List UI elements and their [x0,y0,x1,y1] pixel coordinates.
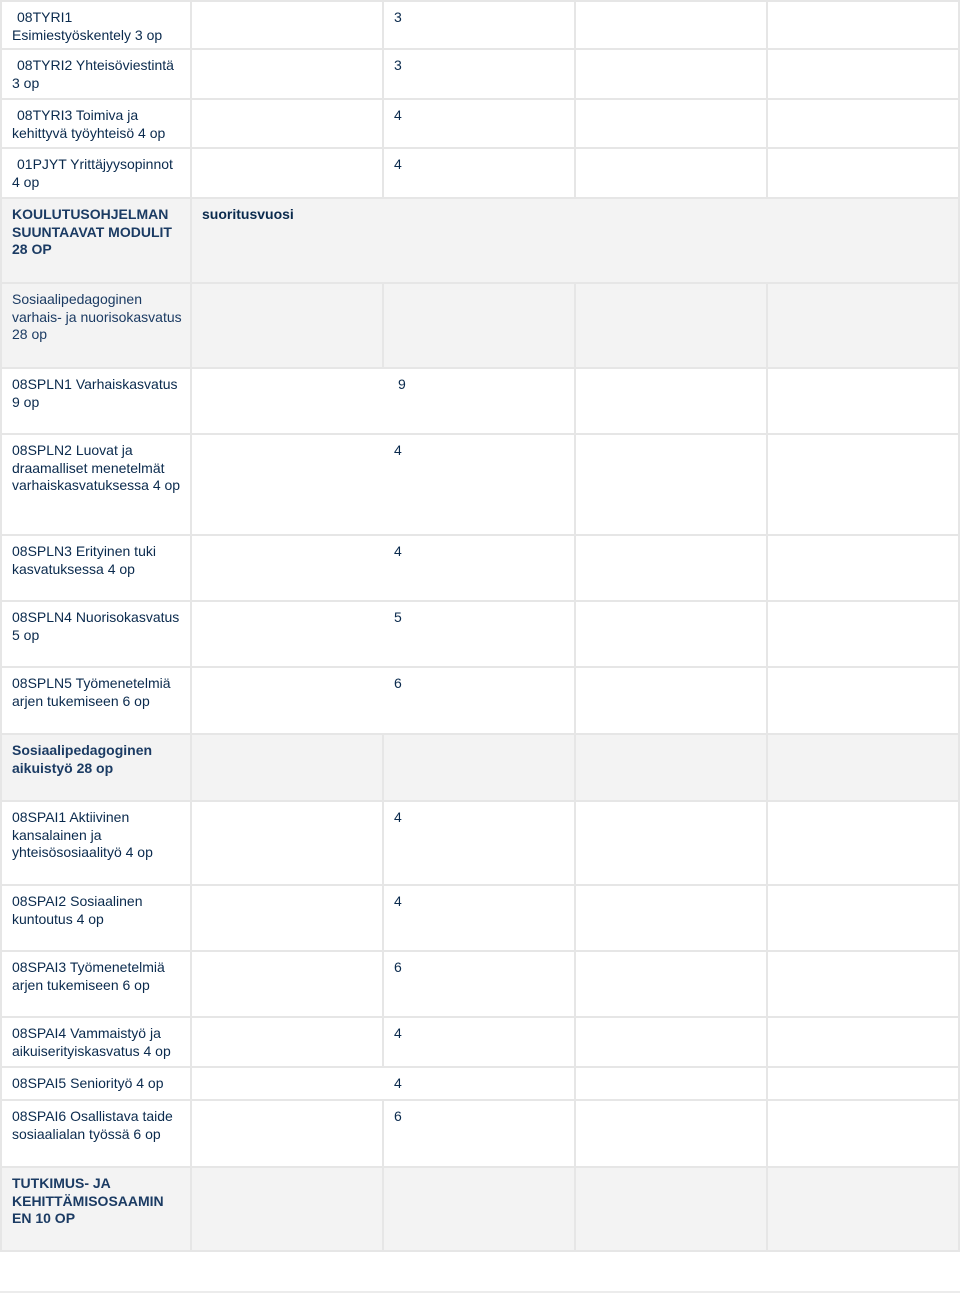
table-row [0,1068,960,1101]
section-header-row [0,199,960,284]
table-row [0,0,960,50]
empty-cell [192,886,384,952]
credits: 4 [384,435,576,536]
course-name: 08SPAI3 Työmenetelmiä arjen tukemiseen 6 op [0,952,192,1018]
course-name: 08SPAI5 Seniorityö 4 op [0,1068,192,1101]
section-title: KOULUTUSOHJELMAN SUUNTAAVAT MODULIT 28 OP [0,199,192,284]
section-title: Sosiaalipedagoginen aikuistyö 28 op [0,735,192,802]
table-row [0,886,960,952]
empty-cell [192,1101,384,1168]
table-row [0,668,960,735]
course-name: 01PJYT Yrittäjyysopinnot 4 op [0,149,192,199]
table-row [0,369,960,435]
course-name: 08SPLN5 Työmenetelmiä arjen tukemiseen 6 op [0,668,192,735]
credits: 4 [384,1018,576,1068]
table-row [0,1018,960,1068]
empty-cell [192,1168,384,1252]
credits: 4 [384,149,576,199]
empty-cell [576,50,768,100]
table-row [0,802,960,886]
empty-cell [192,602,384,668]
table-row [0,50,960,100]
empty-cell [768,886,960,952]
table-row [0,952,960,1018]
empty-cell [192,1068,384,1101]
empty-cell [384,735,576,802]
empty-cell [192,952,384,1018]
empty-cell [192,50,384,100]
empty-cell [576,536,768,602]
credits: 3 [384,0,576,50]
empty-cell [192,100,384,149]
empty-cell [768,0,960,50]
empty-cell [768,284,960,369]
empty-cell [576,886,768,952]
empty-cell [384,284,576,369]
course-name: 08SPLN1 Varhaiskasvatus 9 op [0,369,192,435]
course-name: 08TYRI3 Toimiva ja kehittyvä työyhteisö 4 op [0,100,192,149]
credits: 5 [384,602,576,668]
table-row [0,149,960,199]
course-name: 08SPLN3 Erityinen tuki kasvatuksessa 4 op [0,536,192,602]
credits: 6 [384,1101,576,1168]
empty-cell [192,435,384,536]
empty-cell [192,0,384,50]
empty-cell [768,1068,960,1101]
empty-cell [576,369,768,435]
empty-cell [192,369,384,435]
credits: 4 [384,1068,576,1101]
empty-cell [768,1018,960,1068]
empty-cell [576,802,768,886]
empty-cell [768,602,960,668]
empty-cell [576,735,768,802]
empty-cell [192,536,384,602]
empty-cell [576,1068,768,1101]
credits: 4 [384,536,576,602]
credits: 9 [384,369,576,435]
empty-cell [576,284,768,369]
empty-cell [384,1168,576,1252]
section-header-row [0,735,960,802]
course-name: 08TYRI2 Yhteisöviestintä 3 op [0,50,192,100]
section-header-row [0,284,960,369]
empty-cell [768,802,960,886]
empty-cell [576,0,768,50]
empty-cell [192,802,384,886]
table-row [0,536,960,602]
credits: 4 [384,100,576,149]
empty-cell [576,100,768,149]
table-row [0,100,960,149]
empty-cell [768,369,960,435]
course-name: 08SPLN2 Luovat ja draamalliset menetelmät varhaiskasvatuksessa 4 op [0,435,192,536]
table-row [0,435,960,536]
empty-cell [768,149,960,199]
section-title: TUTKIMUS- JA KEHITTÄMISOSAAMIN EN 10 OP [0,1168,192,1252]
course-name: 08TYRI1 Esimiestyöskentely 3 op [0,0,192,50]
course-name: 08SPAI1 Aktiivinen kansalainen ja yhteisösosiaalityö 4 op [0,802,192,886]
empty-cell [576,602,768,668]
column-label-suoritusvuosi: suoritusvuosi [192,199,960,284]
empty-cell [576,149,768,199]
empty-cell [192,284,384,369]
section-title: Sosiaalipedagoginen varhais- ja nuorisokasvatus 28 op [0,284,192,369]
course-name: 08SPAI6 Osallistava taide sosiaalialan työssä 6 op [0,1101,192,1168]
empty-cell [768,1101,960,1168]
empty-cell [192,735,384,802]
empty-cell [768,50,960,100]
empty-cell [576,1101,768,1168]
credits: 4 [384,802,576,886]
empty-cell [576,952,768,1018]
empty-cell [576,435,768,536]
empty-cell [768,536,960,602]
course-name: 08SPLN4 Nuorisokasvatus 5 op [0,602,192,668]
credits: 3 [384,50,576,100]
empty-cell [192,149,384,199]
empty-cell [768,435,960,536]
empty-cell [192,668,384,735]
credits: 6 [384,952,576,1018]
table-row [0,602,960,668]
empty-cell [768,735,960,802]
empty-cell [192,1018,384,1068]
empty-cell [576,1018,768,1068]
section-header-row [0,1168,960,1252]
empty-cell [576,1168,768,1252]
empty-cell [768,952,960,1018]
empty-cell [576,668,768,735]
empty-cell [768,668,960,735]
credits: 6 [384,668,576,735]
course-name: 08SPAI4 Vammaistyö ja aikuiserityiskasvatus 4 op [0,1018,192,1068]
table-row [0,1101,960,1168]
page-bottom-divider [0,1291,960,1293]
empty-cell [768,1168,960,1252]
course-name: 08SPAI2 Sosiaalinen kuntoutus 4 op [0,886,192,952]
credits: 4 [384,886,576,952]
empty-cell [768,100,960,149]
